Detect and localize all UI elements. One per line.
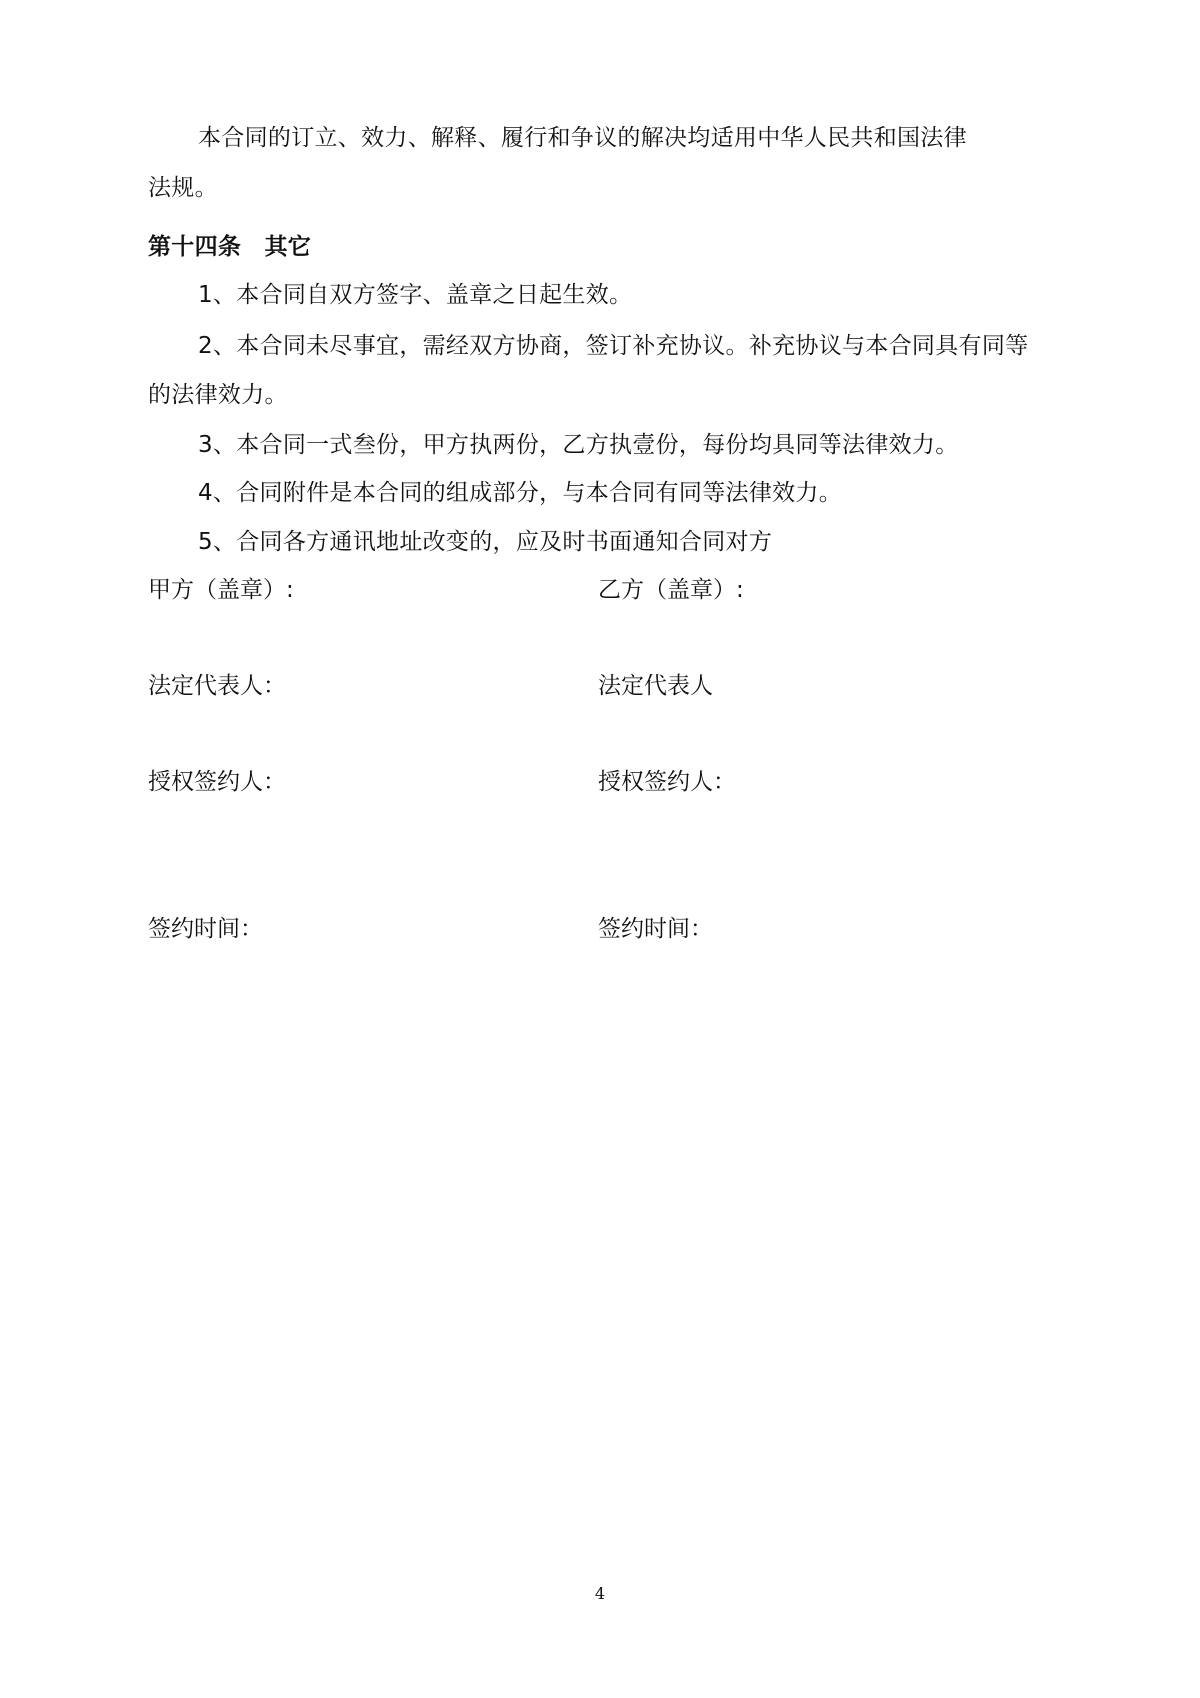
party-b-seal-label: 乙方（盖章）: [598, 577, 744, 603]
clause-item-1: 1、本合同自双方签字、盖章之日起生效。 [198, 282, 633, 308]
clause-item-2-line-2: 的法律效力。 [148, 382, 288, 408]
section-heading: 第十四条 其它 [148, 234, 312, 260]
clause-item-2-line-1: 2、本合同未尽事宜，需经双方协商，签订补充协议。补充协议与本合同具有同等 [198, 333, 1029, 359]
party-b-authorized-signer-label: 授权签约人： [598, 769, 736, 795]
page-number: 4 [594, 1584, 606, 1603]
law-clause-line-2: 法规。 [148, 175, 218, 201]
law-clause-line-1: 本合同的订立、效力、解释、履行和争议的解决均适用中华人民共和国法律 [198, 125, 967, 151]
clause-item-3: 3、本合同一式叁份，甲方执两份，乙方执壹份，每份均具同等法律效力。 [198, 432, 959, 458]
party-b-sign-date-label: 签约时间： [598, 916, 713, 942]
party-a-seal-label: 甲方（盖章）: [148, 577, 294, 603]
party-a-legal-rep-label: 法定代表人： [148, 673, 286, 699]
clause-item-5: 5、合同各方通讯地址改变的，应及时书面通知合同对方 [198, 529, 773, 555]
party-b-legal-rep-label: 法定代表人 [598, 673, 713, 699]
party-a-sign-date-label: 签约时间： [148, 916, 263, 942]
party-a-authorized-signer-label: 授权签约人： [148, 769, 286, 795]
clause-item-4: 4、合同附件是本合同的组成部分，与本合同有同等法律效力。 [198, 480, 843, 506]
